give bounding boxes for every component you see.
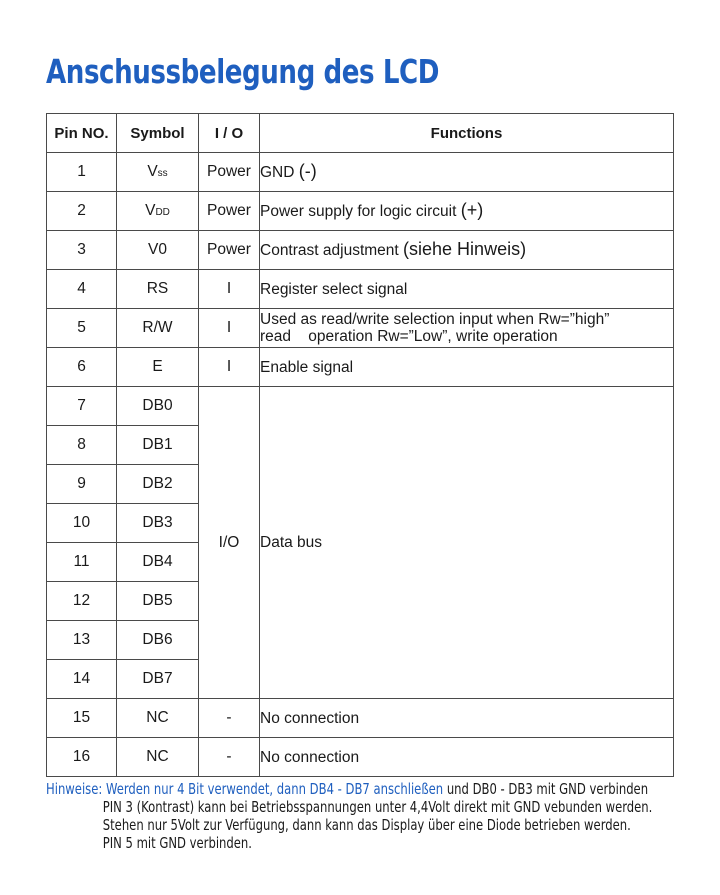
pin-number: 1 — [47, 153, 117, 192]
pin-function: Contrast adjustment (siehe Hinweis) — [260, 231, 674, 270]
pin-number: 15 — [47, 699, 117, 738]
header-symbol: Symbol — [117, 114, 199, 153]
table-row — [47, 153, 674, 192]
pin-number: 11 — [47, 543, 117, 582]
pin-function — [260, 309, 674, 348]
pin-io: I — [199, 309, 260, 348]
pin-io: - — [199, 699, 260, 738]
table-row — [47, 387, 674, 426]
table-header-row — [47, 114, 674, 153]
pin-io: I — [199, 270, 260, 309]
table-row — [47, 738, 674, 777]
pin-number: 13 — [47, 621, 117, 660]
pin-symbol: E — [117, 348, 199, 387]
pin-io: - — [199, 738, 260, 777]
pin-symbol: Vss — [117, 153, 199, 192]
pin-symbol: DB1 — [117, 426, 199, 465]
notes-highlight: Werden nur 4 Bit verwendet, dann DB4 - DB7 anschließen — [105, 780, 444, 798]
pin-io: Power — [199, 231, 260, 270]
table-row — [47, 270, 674, 309]
pin-symbol: DB4 — [117, 543, 199, 582]
pin-number: 8 — [47, 426, 117, 465]
notes-label: Hinweise: — [46, 780, 103, 798]
header-io: I / O — [199, 114, 260, 153]
pin-symbol: NC — [117, 699, 199, 738]
pin-number: 3 — [47, 231, 117, 270]
pin-symbol: DB2 — [117, 465, 199, 504]
pin-io: Power — [199, 153, 260, 192]
pin-number: 16 — [47, 738, 117, 777]
page-title: Anschussbelegung des LCD — [46, 52, 440, 91]
pin-symbol: DB5 — [117, 582, 199, 621]
pin-function: GND (-) — [260, 153, 674, 192]
pin-symbol: DB0 — [117, 387, 199, 426]
notes-text: und DB0 - DB3 mit GND verbinden — [446, 780, 649, 798]
table-row — [47, 192, 674, 231]
pin-number: 14 — [47, 660, 117, 699]
pin-number: 5 — [47, 309, 117, 348]
notes-line: Stehen nur 5Volt zur Verfügung, dann kann das Display über eine Diode betrieben werden. — [102, 816, 631, 834]
pin-symbol: RS — [117, 270, 199, 309]
header-pin: Pin NO. — [47, 114, 117, 153]
table-row — [47, 348, 674, 387]
pin-number: 2 — [47, 192, 117, 231]
pin-number: 4 — [47, 270, 117, 309]
pin-symbol: DB7 — [117, 660, 199, 699]
notes — [46, 780, 652, 852]
pin-symbol: NC — [117, 738, 199, 777]
pin-number: 9 — [47, 465, 117, 504]
header-functions: Functions — [260, 114, 674, 153]
pin-function: No connection — [260, 738, 674, 777]
notes-line: PIN 5 mit GND verbinden. — [102, 834, 252, 852]
table-row — [47, 231, 674, 270]
databus-function: Data bus — [260, 387, 674, 699]
pin-table — [46, 113, 674, 777]
pin-symbol: DB3 — [117, 504, 199, 543]
pin-symbol: R/W — [117, 309, 199, 348]
pin-symbol: VDD — [117, 192, 199, 231]
pin-io: Power — [199, 192, 260, 231]
pin-number: 12 — [47, 582, 117, 621]
pin-number: 7 — [47, 387, 117, 426]
table-row — [47, 699, 674, 738]
databus-io: I/O — [199, 387, 260, 699]
pin-io: I — [199, 348, 260, 387]
pin-function: Enable signal — [260, 348, 674, 387]
pin-number: 6 — [47, 348, 117, 387]
function-line: Used as read/write selection input when Rw=”high” — [260, 311, 610, 328]
notes-line: PIN 3 (Kontrast) kann bei Betriebsspannungen unter 4,4Volt direkt mit GND vebunden werden. — [102, 798, 653, 816]
pin-symbol: DB6 — [117, 621, 199, 660]
pin-number: 10 — [47, 504, 117, 543]
pin-symbol: V0 — [117, 231, 199, 270]
notes-line — [46, 780, 652, 798]
table-row — [47, 309, 674, 348]
pin-function: Power supply for logic circuit (+) — [260, 192, 674, 231]
pin-function: Register select signal — [260, 270, 674, 309]
function-line: read operation Rw=”Low”, write operation — [260, 328, 558, 345]
pin-function: No connection — [260, 699, 674, 738]
